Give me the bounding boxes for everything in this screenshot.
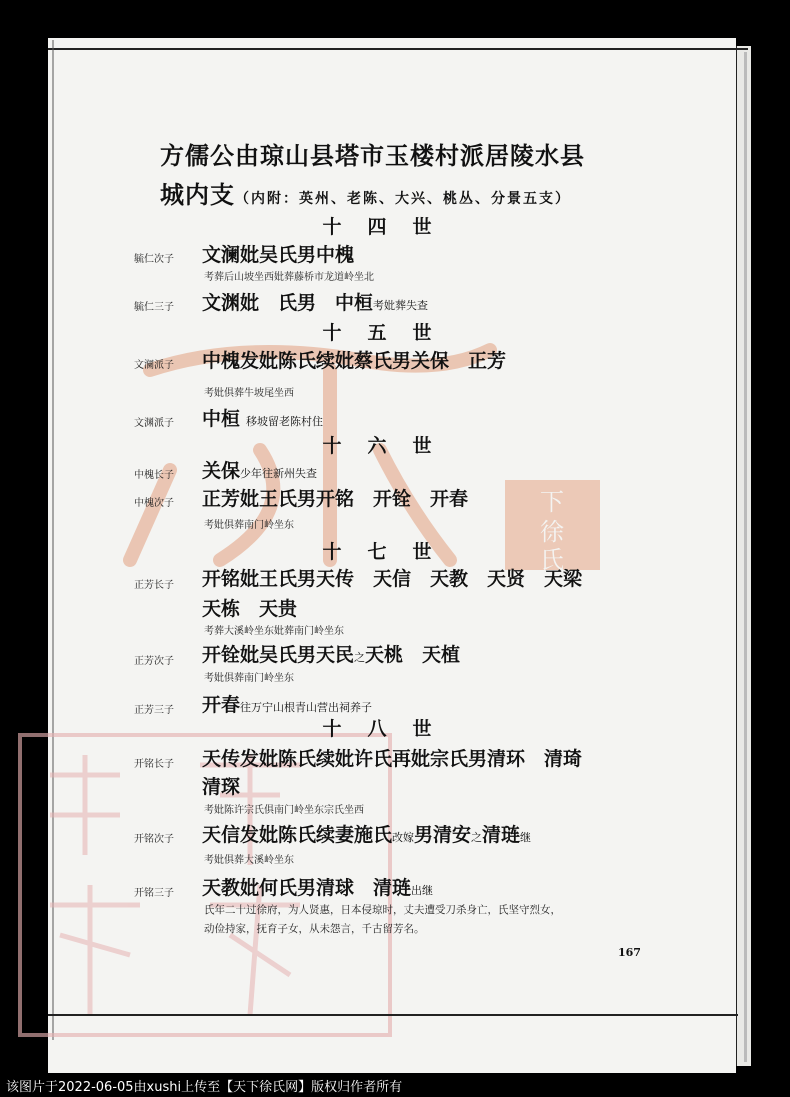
entry-inline-note: 往万宁山根青山营出祠养子 <box>240 701 373 714</box>
entry-inline-note: 出继 <box>411 884 434 897</box>
entry-main <box>202 873 433 900</box>
entry-relation: 中槐次子 <box>134 498 174 509</box>
entry-main-text-after: 清琏 <box>482 824 521 846</box>
entry-relation: 文澜派子 <box>134 360 174 371</box>
entry-inline-note: 之 <box>354 651 366 664</box>
entry-note: 考妣俱葬南门岭坐东 <box>204 673 294 684</box>
entry-relation: 文渊派子 <box>134 418 174 429</box>
entry-relation: 毓仁次子 <box>134 254 174 265</box>
upload-notice: 该图片于2022-06-05由xushi上传至【天下徐氏网】版权归作者所有 <box>6 1080 403 1095</box>
entry-inline-note: 移坡留老陈村住 <box>246 415 324 428</box>
entry-inline-note: 改嫁 <box>392 831 415 844</box>
entry-main <box>202 288 428 315</box>
entry-note: 考妣陈许宗氏俱南门岭坐东宗氏坐西 <box>204 805 364 816</box>
page-edge-shadow <box>744 52 747 1062</box>
watermark-char-3: 氏 <box>540 546 564 570</box>
top-rule <box>48 48 748 50</box>
page-title-line2 <box>160 175 571 210</box>
bottom-rule <box>48 1014 738 1016</box>
entry-note: 氏年二十过徐府，为人贤惠，日本侵琼时，丈夫遭受刀杀身亡，氏坚守烈女， <box>204 904 561 916</box>
entry-main <box>202 640 460 667</box>
entry-relation: 正芳三子 <box>134 705 174 716</box>
entry-main <box>202 404 323 431</box>
generation-heading: 十八世 <box>322 718 458 740</box>
entry-note: 考葬后山坡坐西妣葬藤桥市龙道岭坐北 <box>204 272 374 283</box>
entry-inline-note: 继 <box>520 831 532 844</box>
entry-inline-note: 考妣葬失查 <box>373 299 429 312</box>
generation-heading: 十五世 <box>322 322 458 344</box>
entry-main-text-after: 男清安 <box>414 824 472 846</box>
generation-heading: 十六世 <box>322 435 458 457</box>
entry-relation: 中槐长子 <box>134 470 174 481</box>
watermark-char-1: 下 <box>540 488 564 516</box>
entry-relation: 正芳长子 <box>134 580 174 591</box>
entry-main: 开铭妣王氏男天传 天信 天教 天贤 天梁 <box>202 568 583 590</box>
entry-relation: 开铭次子 <box>134 834 174 845</box>
generation-heading: 十七世 <box>322 541 458 563</box>
entry-main-text: 开春 <box>202 694 241 716</box>
entry-note: 考妣俱葬牛坡尾坐西 <box>204 388 294 399</box>
entry-main <box>202 820 531 847</box>
page-title-line1: 方儒公由琼山县塔市玉楼村派居陵水县 <box>160 141 585 170</box>
entry-main-text: 天信发妣陈氏续妻施氏 <box>202 824 393 846</box>
watermark-char-2: 徐 <box>540 518 564 546</box>
entry-main: 正芳妣王氏男开铭 开铨 开春 <box>202 488 469 510</box>
generation-heading: 十四世 <box>322 216 458 238</box>
entry-note: 考妣俱葬大溪岭坐东 <box>204 855 294 866</box>
entry-main <box>202 456 317 483</box>
entry-main-text: 天教妣何氏男清球 清琏 <box>202 877 412 899</box>
entry-note: 动俭持家，抚育子女，从未怨言，千古留芳名。 <box>204 923 425 935</box>
title-main: 城内支 <box>160 180 235 209</box>
entry-main-text: 关保 <box>202 460 241 482</box>
entry-main: 文澜妣吴氏男中槐 <box>202 244 355 266</box>
entry-main <box>202 690 372 717</box>
entry-main: 中槐发妣陈氏续妣蔡氏男关保 正芳 <box>202 350 507 372</box>
entry-relation: 开铭长子 <box>134 759 174 770</box>
entry-relation: 正芳次子 <box>134 656 174 667</box>
entry-note: 考妣俱葬南门岭坐东 <box>204 520 294 531</box>
entry-main-text: 开铨妣吴氏男天民 <box>202 644 355 666</box>
entry-main-text-after: 天桃 天植 <box>365 644 461 666</box>
entry-main-text: 文渊妣 氏男 中桓 <box>202 292 374 314</box>
entry-relation: 毓仁三子 <box>134 302 174 313</box>
entry-inline-note: 少年往新州失查 <box>240 467 318 480</box>
title-subtitle: （内附：英州、老陈、大兴、桃丛、分景五支） <box>235 191 571 207</box>
entry-main-continued: 天栋 天贵 <box>202 598 298 620</box>
entry-note: 考葬大溪岭坐东妣葬南门岭坐东 <box>204 626 344 637</box>
entry-relation: 开铭三子 <box>134 888 174 899</box>
entry-main-continued: 清琛 <box>202 776 241 798</box>
entry-inline-note: 之 <box>471 831 483 844</box>
entry-main: 天传发妣陈氏续妣许氏再妣宗氏男清环 清琦 <box>202 748 583 770</box>
page-number: 167 <box>618 946 641 959</box>
entry-main-text: 中桓 <box>202 408 241 430</box>
